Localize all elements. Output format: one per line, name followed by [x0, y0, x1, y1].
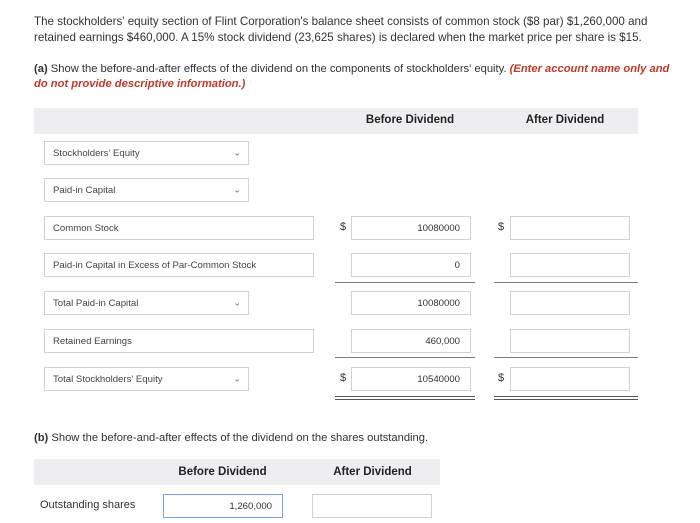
after-paid-in-excess-input[interactable]	[510, 253, 630, 277]
dollar-sign: $	[498, 372, 505, 384]
after-common-stock-input[interactable]	[510, 216, 630, 240]
before-paid-in-excess-input[interactable]: 0	[351, 253, 471, 277]
outstanding-shares-label: Outstanding shares	[40, 499, 136, 511]
account-field-label: Retained Earnings	[53, 335, 132, 347]
chevron-down-icon: ⌄	[233, 373, 241, 384]
account-select-label: Paid-in Capital	[53, 184, 116, 196]
account-field-label: Common Stock	[53, 222, 119, 234]
problem-statement: The stockholders' equity section of Flint Corporation's balance sheet consists of common stock ($8 par) $1,260,000 and retained earnings $460,000. A 15% stock dividend (23,625 shares) is declared when the market price per share is $15.	[34, 15, 648, 44]
chevron-down-icon: ⌄	[233, 297, 241, 308]
account-field-retained-earnings[interactable]	[44, 329, 314, 353]
before-common-stock-input[interactable]: 10080000	[351, 216, 471, 240]
subtotal-rule	[335, 357, 475, 358]
header-before-dividend: Before Dividend	[365, 114, 455, 126]
after-retained-earnings-input[interactable]	[510, 329, 630, 353]
account-select-total-paid-in-capital[interactable]	[44, 291, 249, 315]
account-select-stockholders-equity[interactable]	[44, 141, 249, 165]
part-b-label: (b)	[34, 432, 49, 444]
account-select-paid-in-capital[interactable]	[44, 178, 249, 202]
subtotal-rule	[335, 282, 475, 283]
account-field-common-stock[interactable]	[44, 216, 314, 240]
account-field-label: Paid-in Capital in Excess of Par-Common Stock	[53, 259, 257, 271]
account-select-total-stockholders-equity[interactable]	[44, 367, 249, 391]
dollar-sign: $	[340, 221, 347, 233]
part-b-prompt	[34, 432, 428, 444]
part-a-label: (a)	[34, 63, 48, 75]
subtotal-rule	[494, 282, 638, 283]
before-outstanding-shares-input[interactable]: 1,260,000	[163, 494, 283, 518]
dollar-sign: $	[340, 372, 347, 384]
before-total-paid-in-input[interactable]: 10080000	[351, 291, 471, 315]
before-total-equity-input[interactable]: 10540000	[351, 367, 471, 391]
part-a-instruction: (Enter account name only and do not provide descriptive information.)	[34, 63, 670, 90]
chevron-down-icon: ⌄	[233, 147, 241, 158]
part-a-prompt	[34, 62, 684, 92]
before-retained-earnings-input[interactable]: 460,000	[351, 329, 471, 353]
total-double-rule	[335, 396, 475, 400]
total-double-rule	[494, 396, 638, 400]
part-a-text: Show the before-and-after effects of the dividend on the components of stockholders' equity.	[50, 63, 507, 75]
after-total-equity-input[interactable]	[510, 367, 630, 391]
header-after-dividend-shares: After Dividend	[333, 466, 412, 478]
account-field-paid-in-excess[interactable]	[44, 253, 314, 277]
after-outstanding-shares-input[interactable]	[312, 494, 432, 518]
chevron-down-icon: ⌄	[233, 184, 241, 195]
subtotal-rule	[494, 357, 638, 358]
account-select-label: Total Stockholders' Equity	[53, 373, 163, 385]
account-select-label: Total Paid-in Capital	[53, 297, 139, 309]
dollar-sign: $	[498, 221, 505, 233]
header-after-dividend: After Dividend	[525, 114, 605, 126]
header-before-dividend-shares: Before Dividend	[178, 466, 267, 478]
part-b-text: Show the before-and-after effects of the dividend on the shares outstanding.	[51, 432, 429, 444]
account-select-label: Stockholders' Equity	[53, 147, 140, 159]
after-total-paid-in-input[interactable]	[510, 291, 630, 315]
